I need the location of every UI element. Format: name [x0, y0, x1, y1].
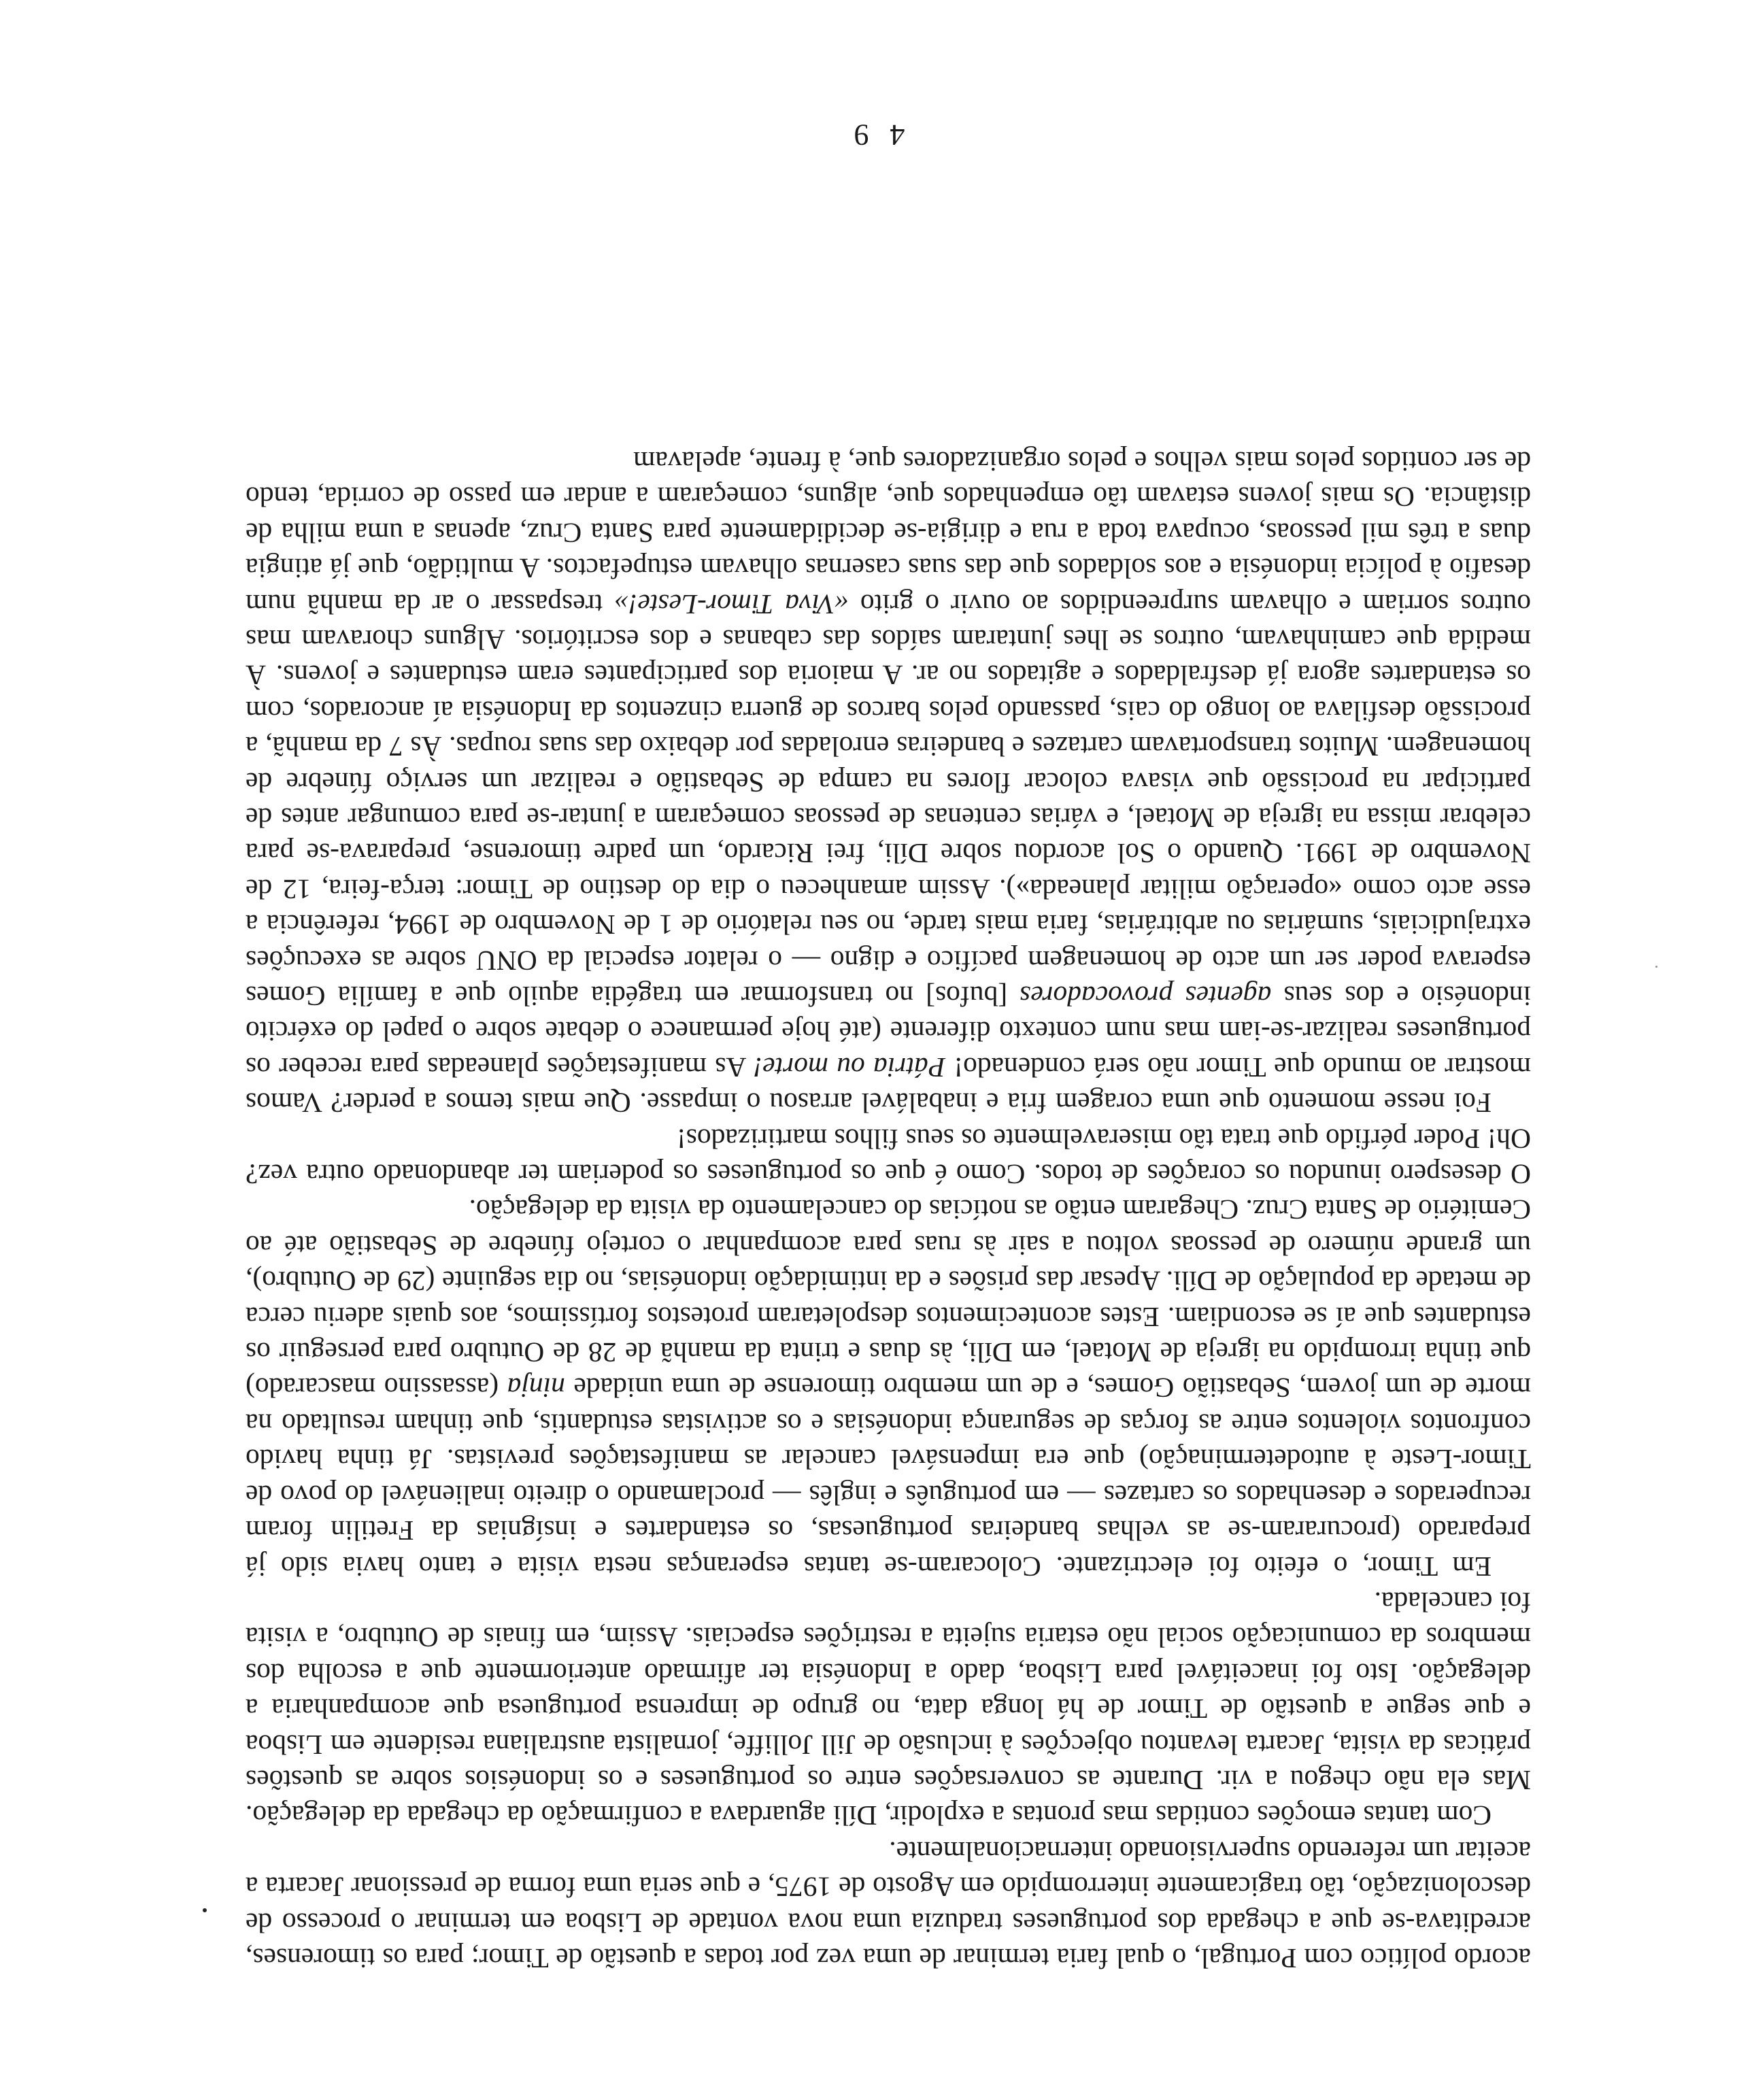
scan-speck — [1655, 966, 1657, 968]
italic-phrase: «Viva Timor-Leste!» — [613, 588, 849, 620]
text-run: trespassar o ar da manhã num desafio à polícia indonésia e aos soldados que das suas casernas olhavam estupefactos. A multidão, que já atingia duas a três mil pessoas, ocupava toda a rua e dirigia-se decididamente para Santa Cruz, apenas a uma milha de distância. Os mais jovens estavam tão empenhados que, alguns, começaram a andar em passo de corrida, tendo de ser contidos pelos mais velhos e pelos organizadores que, à frente, apelavam — [246, 445, 1531, 620]
italic-phrase: agentes provocadores — [1020, 981, 1272, 1013]
text-run: O desespero inundou os corações de todos. Como é que os portugueses os poderiam ter abandonado outra vez? Oh! Poder pérfido que trata tão miseravelmente os seus filhos martirizados! — [246, 1123, 1531, 1191]
paragraph-p2 — [246, 1585, 1531, 1834]
italic-phrase: Pátria ou morte! — [753, 1051, 946, 1083]
text-run: Foi nesse momento que uma coragem fria e inabalável arrasou o impasse. Que mais temos a perder? Vamos mostrar ao mundo que Timor não será condenado! — [246, 1051, 1531, 1119]
paragraph-p5 — [246, 444, 1531, 1121]
paragraph-p3 — [246, 1192, 1531, 1584]
italic-phrase: ninja — [507, 1372, 565, 1404]
scan-speck — [203, 1908, 207, 1912]
text-run: [bufos] no transformar em tragédia aquilo que a família Gomes esperava poder ser um acto de homenagem pacífico e digno — o relator especial da ONU sobre as execuções extrajudiciais, sumárias ou arbitrárias, faria mais tarde, no seu relatório de 1 de Novembro de 1994, referência a esse acto como «operação militar planeada»). Assim amanheceu o dia do destino de Timor: terça-feira, 12 de Novembro de 1991. Quando o Sol acordou sobre Díli, frei Ricardo, um padre timorense, preparava-se para celebrar missa na igreja de Motael, e várias centenas de pessoas começaram a juntar-se para comungar antes de participar na procissão que visava colocar flores na campa de Sebastião e realizar um serviço fúnebre de homenagem. Muitos transportavam cartazes e bandeiras enroladas por debaixo das suas roupas. Às 7 da manhã, a procissão desfilava ao longo do cais, passando pelos barcos de guerra cinzentos da Indonésia aí ancorados, com os estandartes agora já desfraldados e agitados no ar. A maioria dos participantes eram estudantes e jovens. À medida que caminhavam, outros se lhes juntaram saídos das cabanas e dos escritórios. Alguns choravam mas outros sorriam e olhavam surpreendidos ao ouvir o grito — [245, 588, 1531, 1013]
paragraph-p4 — [246, 1121, 1531, 1192]
text-run: (assassino mascarado) que tinha irrompido na igreja de Motael, em Díli, às duas e trinta da manhã de 28 de Outubro para perseguir os estudantes que aí se escondiam. Estes acontecimentos despoletaram protestos fortíssimos, aos quais aderiu cerca de metade da população de Díli. Apesar das prisões e da intimidação indonésias, no dia seguinte (29 de Outubro), um grande número de pessoas voltou a sair às ruas para acompanhar o cortejo fúnebre de Sebastião até ao Cemitério de Santa Cruz. Chegaram então as notícias do cancelamento da visita da delegação. — [245, 1194, 1531, 1404]
text-run: As manifestações planeadas para receber os portugueses realizar-se-iam mas num contexto diferente (até hoje permanece o debate sobre o papel do exército indonésio e dos seus — [246, 981, 1531, 1083]
text-run: Com tantas emoções contidas mas prontas a explodir, Díli aguardava a confirmação da chegada da delegação. Mas ela não chegou a vir. Durante as conversações entre os portugueses e os indonésios sobre as questões práticas da visita, Jacarta levantou objecções à inclusão de Jill Jolliffe, jornalista australiana residente em Lisboa e que segue a questão de Timor de há longa data, no grupo de imprensa portuguesa que acompanharia a delegação. Isto foi inaceitável para Lisboa, dado a Indonésia ter afirmado anteriormente que a escolha dos membros da comunicação social não estaria sujeita a restrições especiais. Assim, em finais de Outubro, a visita foi cancelada. — [246, 1586, 1531, 1832]
page-number: 4 9 — [847, 118, 905, 152]
text-run: acordo político com Portugal, o qual faria terminar de uma vez por todas a questão de Timor; para os timorenses, acreditava-se que a chegada dos portugueses traduzia uma nova vontade de Lisboa em terminar o processo de descolonização, tão tragicamente interrompido em Agosto de 1975, e que seria uma forma de pressionar Jacarta a aceitar um referendo supervisionado internacionalmente. — [246, 1835, 1531, 1974]
text-run: Em Timor, o efeito foi electrizante. Colocaram-se tantas esperanças nesta visita e tanto havia sido já preparado (procuraram-se as velhas bandeiras portuguesas, os estandartes e insígnias da Fretilin foram recuperados e desenhados os cartazes — em português e inglês — proclamando o direito inalienável do povo de Timor-Leste à autodeterminação) que era impensável cancelar as manifestações previstas. Já tinha havido confrontos violentos entre as forças de segurança indonésias e os activistas estudantis, que tinham resultado na morte de um jovem, Sebastião Gomes, e de um membro timorense de uma unidade — [246, 1372, 1531, 1582]
body-text — [246, 444, 1531, 1976]
paragraph-p1 — [246, 1833, 1531, 1976]
